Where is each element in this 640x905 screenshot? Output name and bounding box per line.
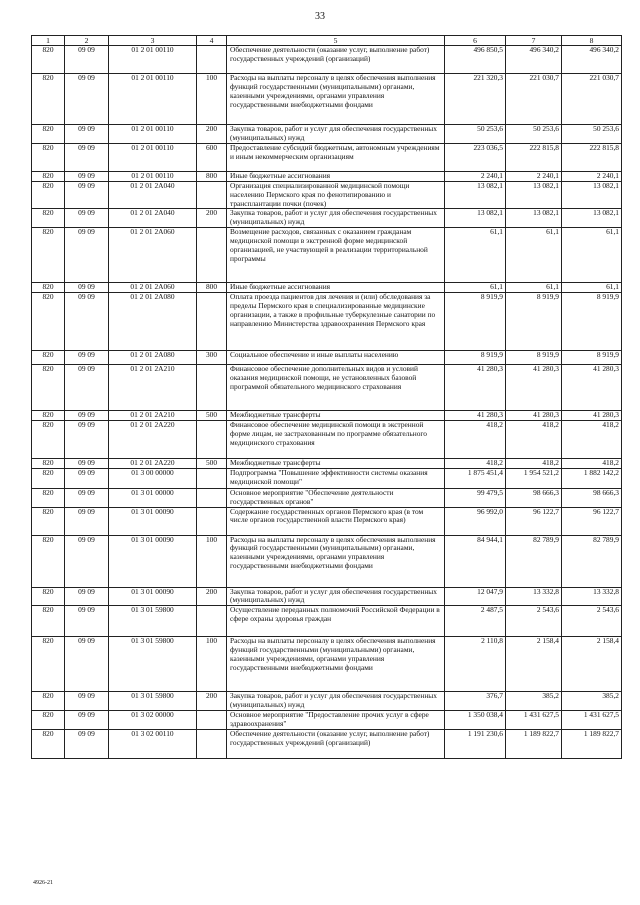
ved-code: 820: [32, 468, 65, 488]
section-code: 09 09: [65, 711, 109, 730]
expense-type-code: [197, 729, 227, 758]
target-article-code: 01 2 01 2А080: [109, 351, 197, 365]
expense-type-code: [197, 420, 227, 458]
table-row: [32, 209, 622, 228]
ved-code: 820: [32, 365, 65, 411]
column-number: 6: [445, 36, 506, 46]
expense-name: Закупка товаров, работ и услуг для обеспечения государственных (муниципальных) нужд: [227, 125, 445, 144]
expense-type-code: 200: [197, 692, 227, 711]
target-article-code: 01 2 01 00110: [109, 143, 197, 171]
amount-year-1: 418,2: [445, 458, 506, 468]
amount-year-3: 13 082,1: [562, 181, 622, 209]
expense-name: Оплата проезда пациентов для лечения и (или) обследования за пределы Пермского края в специализированные медицинские организации, а также в профильные туберкулезные санатории по направлению Министерства здравоохранения Пермского края: [227, 293, 445, 351]
expense-type-code: 500: [197, 458, 227, 468]
expense-type-code: 100: [197, 637, 227, 692]
ved-code: 820: [32, 209, 65, 228]
amount-year-2: 13 082,1: [506, 209, 562, 228]
amount-year-2: 41 280,3: [506, 365, 562, 411]
section-code: 09 09: [65, 74, 109, 125]
target-article-code: 01 3 01 00090: [109, 507, 197, 535]
table-row: [32, 171, 622, 181]
amount-year-3: 61,1: [562, 283, 622, 293]
expense-type-code: 200: [197, 125, 227, 144]
amount-year-1: 99 479,5: [445, 488, 506, 507]
target-article-code: 01 2 01 2А210: [109, 365, 197, 411]
amount-year-2: 8 919,9: [506, 351, 562, 365]
amount-year-1: 2 487,5: [445, 606, 506, 637]
amount-year-2: 13 332,8: [506, 587, 562, 606]
expense-name: Межбюджетные трансферты: [227, 411, 445, 421]
expense-type-code: 200: [197, 587, 227, 606]
section-code: 09 09: [65, 420, 109, 458]
expense-name: Межбюджетные трансферты: [227, 458, 445, 468]
amount-year-3: 82 789,9: [562, 535, 622, 587]
table-row: [32, 637, 622, 692]
budget-table: [31, 35, 622, 759]
document-code: 4926-21: [33, 880, 53, 886]
page-number: 33: [315, 11, 325, 22]
ved-code: 820: [32, 711, 65, 730]
table-row: [32, 143, 622, 171]
ved-code: 820: [32, 228, 65, 283]
section-code: 09 09: [65, 143, 109, 171]
expense-name: Возмещение расходов, связанных с оказанием гражданам медицинской помощи в экстренной форме медицинской организацией, не участвующей в реализации территориальной программы: [227, 228, 445, 283]
table-row: [32, 468, 622, 488]
amount-year-1: 1 350 038,4: [445, 711, 506, 730]
target-article-code: 01 3 01 59800: [109, 606, 197, 637]
amount-year-1: 418,2: [445, 420, 506, 458]
amount-year-2: 222 815,8: [506, 143, 562, 171]
table-row: [32, 365, 622, 411]
table-row: [32, 46, 622, 74]
amount-year-2: 82 789,9: [506, 535, 562, 587]
amount-year-3: 1 431 627,5: [562, 711, 622, 730]
amount-year-1: 376,7: [445, 692, 506, 711]
target-article-code: 01 3 01 59800: [109, 692, 197, 711]
target-article-code: 01 2 01 2А060: [109, 283, 197, 293]
amount-year-2: 2 240,1: [506, 171, 562, 181]
amount-year-2: 13 082,1: [506, 181, 562, 209]
ved-code: 820: [32, 283, 65, 293]
ved-code: 820: [32, 125, 65, 144]
amount-year-1: 13 082,1: [445, 209, 506, 228]
expense-name: Финансовое обеспечение дополнительных видов и условий оказания медицинской помощи, не установленных базовой программой обязательного медицинского страхования: [227, 365, 445, 411]
ved-code: 820: [32, 293, 65, 351]
expense-name: Закупка товаров, работ и услуг для обеспечения государственных (муниципальных) нужд: [227, 209, 445, 228]
expense-type-code: [197, 711, 227, 730]
table-row: [32, 535, 622, 587]
amount-year-1: 2 110,8: [445, 637, 506, 692]
expense-name: Расходы на выплаты персоналу в целях обеспечения выполнения функций государственными (муниципальными) органами, казенными учреждениями, органами управления государственными внебюджетными фондами: [227, 535, 445, 587]
section-code: 09 09: [65, 181, 109, 209]
column-number: 4: [197, 36, 227, 46]
ved-code: 820: [32, 488, 65, 507]
amount-year-2: 221 030,7: [506, 74, 562, 125]
table-row: [32, 692, 622, 711]
target-article-code: 01 2 01 00110: [109, 46, 197, 74]
section-code: 09 09: [65, 293, 109, 351]
amount-year-3: 2 158,4: [562, 637, 622, 692]
ved-code: 820: [32, 729, 65, 758]
target-article-code: 01 2 01 2А040: [109, 209, 197, 228]
section-code: 09 09: [65, 468, 109, 488]
target-article-code: 01 3 01 59800: [109, 637, 197, 692]
expense-name: Подпрограмма "Повышение эффективности системы оказания медицинской помощи": [227, 468, 445, 488]
target-article-code: 01 3 01 00000: [109, 488, 197, 507]
amount-year-3: 1 882 142,2: [562, 468, 622, 488]
target-article-code: 01 2 01 2А040: [109, 181, 197, 209]
section-code: 09 09: [65, 458, 109, 468]
section-code: 09 09: [65, 351, 109, 365]
expense-type-code: [197, 46, 227, 74]
section-code: 09 09: [65, 637, 109, 692]
amount-year-2: 41 280,3: [506, 411, 562, 421]
expense-name: Организация специализированной медицинской помощи населению Пермского края по фенотипированию и трансплантации почки (почек): [227, 181, 445, 209]
amount-year-2: 418,2: [506, 420, 562, 458]
target-article-code: 01 2 01 2А210: [109, 411, 197, 421]
amount-year-2: 1 431 627,5: [506, 711, 562, 730]
expense-name: Закупка товаров, работ и услуг для обеспечения государственных (муниципальных) нужд: [227, 692, 445, 711]
amount-year-2: 496 340,2: [506, 46, 562, 74]
ved-code: 820: [32, 420, 65, 458]
target-article-code: 01 2 01 2А220: [109, 458, 197, 468]
section-code: 09 09: [65, 507, 109, 535]
section-code: 09 09: [65, 171, 109, 181]
expense-name: Обеспечение деятельности (оказание услуг, выполнение работ) государственных учреждений (организаций): [227, 729, 445, 758]
amount-year-3: 13 332,8: [562, 587, 622, 606]
table-row: [32, 283, 622, 293]
table-row: [32, 729, 622, 758]
amount-year-2: 50 253,6: [506, 125, 562, 144]
expense-name: Обеспечение деятельности (оказание услуг, выполнение работ) государственных учреждений (организаций): [227, 46, 445, 74]
ved-code: 820: [32, 507, 65, 535]
table-row: [32, 228, 622, 283]
amount-year-3: 496 340,2: [562, 46, 622, 74]
ved-code: 820: [32, 411, 65, 421]
expense-type-code: 800: [197, 171, 227, 181]
section-code: 09 09: [65, 283, 109, 293]
amount-year-1: 41 280,3: [445, 411, 506, 421]
amount-year-1: 221 320,3: [445, 74, 506, 125]
expense-type-code: 800: [197, 283, 227, 293]
amount-year-3: 2 240,1: [562, 171, 622, 181]
table-row: [32, 507, 622, 535]
amount-year-3: 221 030,7: [562, 74, 622, 125]
ved-code: 820: [32, 458, 65, 468]
ved-code: 820: [32, 181, 65, 209]
expense-type-code: 100: [197, 535, 227, 587]
expense-type-code: [197, 488, 227, 507]
amount-year-3: 222 815,8: [562, 143, 622, 171]
amount-year-1: 84 944,1: [445, 535, 506, 587]
column-number: 2: [65, 36, 109, 46]
expense-name: Основное мероприятие "Обеспечение деятельности государственных органов": [227, 488, 445, 507]
amount-year-3: 13 082,1: [562, 209, 622, 228]
amount-year-2: 1 189 822,7: [506, 729, 562, 758]
amount-year-3: 98 666,3: [562, 488, 622, 507]
section-code: 09 09: [65, 729, 109, 758]
amount-year-2: 2 543,6: [506, 606, 562, 637]
amount-year-3: 61,1: [562, 228, 622, 283]
expense-type-code: [197, 606, 227, 637]
ved-code: 820: [32, 637, 65, 692]
expense-type-code: 200: [197, 209, 227, 228]
amount-year-3: 418,2: [562, 458, 622, 468]
expense-name: Социальное обеспечение и иные выплаты населению: [227, 351, 445, 365]
expense-type-code: [197, 228, 227, 283]
section-code: 09 09: [65, 228, 109, 283]
amount-year-2: 2 158,4: [506, 637, 562, 692]
amount-year-2: 96 122,7: [506, 507, 562, 535]
ved-code: 820: [32, 46, 65, 74]
table-row: [32, 606, 622, 637]
amount-year-3: 1 189 822,7: [562, 729, 622, 758]
amount-year-3: 96 122,7: [562, 507, 622, 535]
amount-year-1: 96 992,0: [445, 507, 506, 535]
target-article-code: 01 2 01 2А220: [109, 420, 197, 458]
expense-type-code: [197, 468, 227, 488]
amount-year-2: 1 954 521,2: [506, 468, 562, 488]
column-number: 8: [562, 36, 622, 46]
column-number: 7: [506, 36, 562, 46]
amount-year-2: 61,1: [506, 228, 562, 283]
section-code: 09 09: [65, 411, 109, 421]
amount-year-1: 61,1: [445, 283, 506, 293]
expense-name: Закупка товаров, работ и услуг для обеспечения государственных (муниципальных) нужд: [227, 587, 445, 606]
expense-name: Финансовое обеспечение медицинской помощи в экстренной форме лицам, не застрахованным по программе обязательного медицинского страхования: [227, 420, 445, 458]
table-row: [32, 711, 622, 730]
column-number: 3: [109, 36, 197, 46]
amount-year-1: 2 240,1: [445, 171, 506, 181]
ved-code: 820: [32, 143, 65, 171]
amount-year-2: 61,1: [506, 283, 562, 293]
amount-year-3: 41 280,3: [562, 411, 622, 421]
section-code: 09 09: [65, 488, 109, 507]
table-row: [32, 458, 622, 468]
amount-year-1: 41 280,3: [445, 365, 506, 411]
ved-code: 820: [32, 606, 65, 637]
section-code: 09 09: [65, 535, 109, 587]
section-code: 09 09: [65, 587, 109, 606]
target-article-code: 01 3 00 00000: [109, 468, 197, 488]
amount-year-3: 50 253,6: [562, 125, 622, 144]
target-article-code: 01 2 01 00110: [109, 171, 197, 181]
expense-name: Расходы на выплаты персоналу в целях обеспечения выполнения функций государственными (муниципальными) органами, казенными учреждениями, органами управления государственными внебюджетными фондами: [227, 637, 445, 692]
amount-year-2: 385,2: [506, 692, 562, 711]
expense-name: Иные бюджетные ассигнования: [227, 171, 445, 181]
section-code: 09 09: [65, 209, 109, 228]
ved-code: 820: [32, 692, 65, 711]
target-article-code: 01 2 01 00110: [109, 74, 197, 125]
expense-type-code: 300: [197, 351, 227, 365]
ved-code: 820: [32, 351, 65, 365]
amount-year-3: 385,2: [562, 692, 622, 711]
expense-name: Расходы на выплаты персоналу в целях обеспечения выполнения функций государственными (муниципальными) органами, казенными учреждениями, органами управления государственными внебюджетными фондами: [227, 74, 445, 125]
table-row: [32, 587, 622, 606]
amount-year-1: 61,1: [445, 228, 506, 283]
expense-type-code: 600: [197, 143, 227, 171]
amount-year-1: 1 875 451,4: [445, 468, 506, 488]
amount-year-1: 1 191 230,6: [445, 729, 506, 758]
expense-name: Содержание государственных органов Пермского края (в том числе органов государственной власти Пермского края): [227, 507, 445, 535]
expense-type-code: [197, 293, 227, 351]
expense-name: Иные бюджетные ассигнования: [227, 283, 445, 293]
amount-year-3: 418,2: [562, 420, 622, 458]
ved-code: 820: [32, 74, 65, 125]
amount-year-2: 98 666,3: [506, 488, 562, 507]
table-row: [32, 125, 622, 144]
expense-name: Основное мероприятие "Предоставление прочих услуг в сфере здравоохранения": [227, 711, 445, 730]
ved-code: 820: [32, 535, 65, 587]
expense-type-code: 500: [197, 411, 227, 421]
target-article-code: 01 3 02 00110: [109, 729, 197, 758]
section-code: 09 09: [65, 46, 109, 74]
column-number: 5: [227, 36, 445, 46]
table-row: [32, 181, 622, 209]
amount-year-1: 8 919,9: [445, 293, 506, 351]
section-code: 09 09: [65, 692, 109, 711]
table-row: [32, 351, 622, 365]
amount-year-3: 2 543,6: [562, 606, 622, 637]
section-code: 09 09: [65, 125, 109, 144]
expense-name: Осуществление переданных полномочий Российской Федерации в сфере охраны здоровья граждан: [227, 606, 445, 637]
table-row: [32, 293, 622, 351]
expense-type-code: [197, 365, 227, 411]
table-row: [32, 488, 622, 507]
target-article-code: 01 3 02 00000: [109, 711, 197, 730]
amount-year-2: 8 919,9: [506, 293, 562, 351]
target-article-code: 01 3 01 00090: [109, 535, 197, 587]
amount-year-3: 8 919,9: [562, 293, 622, 351]
table-row: [32, 420, 622, 458]
target-article-code: 01 2 01 2А080: [109, 293, 197, 351]
amount-year-2: 418,2: [506, 458, 562, 468]
expense-type-code: 100: [197, 74, 227, 125]
ved-code: 820: [32, 171, 65, 181]
section-code: 09 09: [65, 365, 109, 411]
amount-year-1: 8 919,9: [445, 351, 506, 365]
expense-type-code: [197, 507, 227, 535]
amount-year-1: 50 253,6: [445, 125, 506, 144]
target-article-code: 01 2 01 2А060: [109, 228, 197, 283]
amount-year-1: 223 036,5: [445, 143, 506, 171]
column-number-row: [32, 36, 622, 46]
section-code: 09 09: [65, 606, 109, 637]
amount-year-3: 8 919,9: [562, 351, 622, 365]
target-article-code: 01 2 01 00110: [109, 125, 197, 144]
expense-name: Предоставление субсидий бюджетным, автономным учреждениям и иным некоммерческим организациям: [227, 143, 445, 171]
table-row: [32, 411, 622, 421]
expense-type-code: [197, 181, 227, 209]
table-row: [32, 74, 622, 125]
column-number: 1: [32, 36, 65, 46]
amount-year-3: 41 280,3: [562, 365, 622, 411]
ved-code: 820: [32, 587, 65, 606]
amount-year-1: 12 047,9: [445, 587, 506, 606]
amount-year-1: 13 082,1: [445, 181, 506, 209]
amount-year-1: 496 850,5: [445, 46, 506, 74]
target-article-code: 01 3 01 00090: [109, 587, 197, 606]
